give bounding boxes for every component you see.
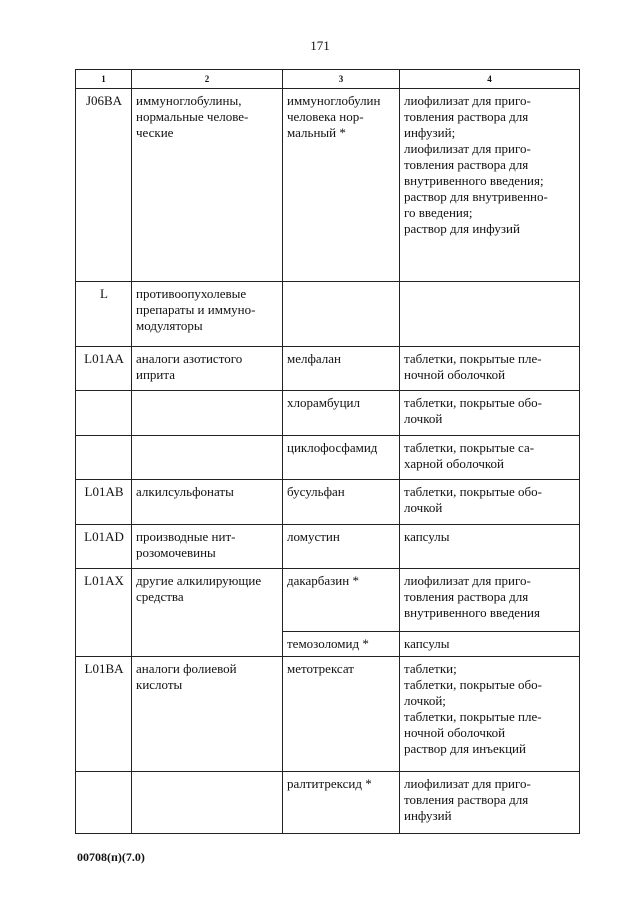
header-row bbox=[76, 70, 580, 89]
group-cell bbox=[132, 391, 283, 436]
table-row bbox=[76, 569, 580, 632]
dosage-form-cell: таблетки, покрытые обо- лочкой bbox=[400, 480, 580, 525]
group-cell: алкилсульфонаты bbox=[132, 480, 283, 525]
drug-cell: метотрексат bbox=[283, 657, 400, 772]
page-number: 171 bbox=[310, 38, 330, 53]
column-number-1: 1 bbox=[76, 70, 132, 89]
atc-code-cell: J06BA bbox=[76, 89, 132, 282]
atc-code-cell bbox=[76, 772, 132, 834]
footer-document-code: 00708(п)(7.0) bbox=[77, 850, 145, 864]
group-cell bbox=[132, 436, 283, 480]
dosage-form-cell: лиофилизат для приго- товления раствора для внутривенного введения bbox=[400, 569, 580, 632]
column-number-4: 4 bbox=[400, 70, 580, 89]
atc-code-cell: L01AB bbox=[76, 480, 132, 525]
atc-code-cell: L01AD bbox=[76, 525, 132, 569]
table-row bbox=[76, 391, 580, 436]
group-cell bbox=[132, 772, 283, 834]
dosage-form-cell: лиофилизат для приго- товления раствора для инфузий; лиофилизат для приго- товления раствора для внутривенного введения; раствор для внутривенно- го введения; раствор для инфузий bbox=[400, 89, 580, 282]
drug-cell: циклофосфамид bbox=[283, 436, 400, 480]
group-cell: производные нит- розомочевины bbox=[132, 525, 283, 569]
dosage-form-cell: таблетки; таблетки, покрытые обо- лочкой; таблетки, покрытые пле- ночной оболочкой раствор для инъекций bbox=[400, 657, 580, 772]
dosage-form-cell: таблетки, покрытые са- харной оболочкой bbox=[400, 436, 580, 480]
drug-cell: темозоломид * bbox=[283, 632, 400, 657]
drug-cell: ралтитрексид * bbox=[283, 772, 400, 834]
dosage-form-cell: таблетки, покрытые обо- лочкой bbox=[400, 391, 580, 436]
atc-code-cell: L01AA bbox=[76, 347, 132, 391]
column-number-3: 3 bbox=[283, 70, 400, 89]
table-row bbox=[76, 347, 580, 391]
group-cell: аналоги азотистого иприта bbox=[132, 347, 283, 391]
drug-cell bbox=[283, 282, 400, 347]
group-cell: противоопухолевые препараты и иммуно- модуляторы bbox=[132, 282, 283, 347]
group-cell: аналоги фолиевой кислоты bbox=[132, 657, 283, 772]
dosage-form-cell: капсулы bbox=[400, 632, 580, 657]
table-row bbox=[76, 436, 580, 480]
group-cell: иммуноглобулины, нормальные челове- ческие bbox=[132, 89, 283, 282]
drug-table bbox=[75, 69, 580, 834]
drug-cell: хлорамбуцил bbox=[283, 391, 400, 436]
group-cell: другие алкилирующие средства bbox=[132, 569, 283, 657]
atc-code-cell: L01BA bbox=[76, 657, 132, 772]
table-row bbox=[76, 480, 580, 525]
drug-cell: дакарбазин * bbox=[283, 569, 400, 632]
drug-cell: ломустин bbox=[283, 525, 400, 569]
drug-cell: мелфалан bbox=[283, 347, 400, 391]
table-row bbox=[76, 89, 580, 282]
table-row bbox=[76, 772, 580, 834]
dosage-form-cell: таблетки, покрытые пле- ночной оболочкой bbox=[400, 347, 580, 391]
drug-cell: бусульфан bbox=[283, 480, 400, 525]
atc-code-cell bbox=[76, 436, 132, 480]
atc-code-cell: L bbox=[76, 282, 132, 347]
table-row bbox=[76, 525, 580, 569]
column-number-2: 2 bbox=[132, 70, 283, 89]
dosage-form-cell bbox=[400, 282, 580, 347]
table-row bbox=[76, 282, 580, 347]
table-row bbox=[76, 657, 580, 772]
dosage-form-cell: капсулы bbox=[400, 525, 580, 569]
atc-code-cell: L01AX bbox=[76, 569, 132, 657]
atc-code-cell bbox=[76, 391, 132, 436]
drug-cell: иммуноглобулин человека нор- мальный * bbox=[283, 89, 400, 282]
dosage-form-cell: лиофилизат для приго- товления раствора для инфузий bbox=[400, 772, 580, 834]
